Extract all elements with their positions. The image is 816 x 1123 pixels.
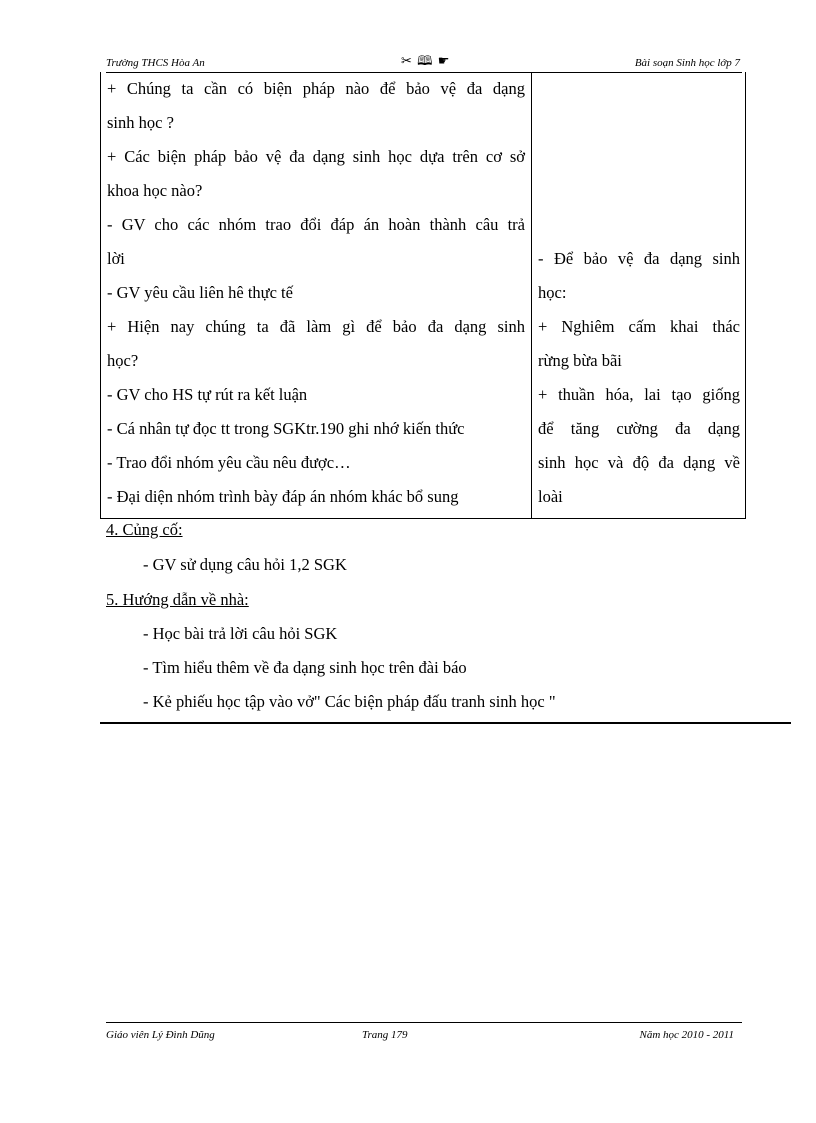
content-column bbox=[538, 242, 740, 514]
table-line: lời bbox=[107, 249, 125, 268]
page-header bbox=[106, 54, 742, 73]
header-ornament-icon: ✂ 🕮 ☛ bbox=[401, 53, 451, 68]
table-line: + Chúng ta cần có biện pháp nào để bảo vệ đa dạng bbox=[107, 79, 525, 98]
table-line: - GV cho các nhóm trao đổi đáp án hoàn thành câu trả bbox=[107, 215, 525, 234]
table-line: + Hiện nay chúng ta đã làm gì để bảo đa dạng sinh bbox=[107, 317, 525, 336]
header-subject: Bài soạn Sinh học lớp 7 bbox=[634, 57, 740, 69]
table-line: học: bbox=[538, 283, 567, 302]
table-line: loài bbox=[538, 487, 563, 506]
table-line: học? bbox=[107, 351, 139, 370]
teacher-activity-column bbox=[107, 72, 525, 514]
section-5-item: - Kẻ phiếu học tập vào vở" Các biện pháp đấu tranh sinh học " bbox=[143, 692, 556, 711]
section-4-heading: 4. Củng cố: bbox=[106, 520, 183, 539]
section-5-item: - Tìm hiểu thêm về đa dạng sinh học trên đài báo bbox=[143, 658, 467, 677]
footer-school-year: Năm học 2010 - 2011 bbox=[639, 1029, 734, 1041]
section-5-item: - Học bài trả lời câu hỏi SGK bbox=[143, 624, 338, 643]
section-4-item: - GV sử dụng câu hỏi 1,2 SGK bbox=[143, 555, 347, 574]
table-line: - Để bảo vệ đa dạng sinh bbox=[538, 249, 740, 268]
table-line: - GV cho HS tự rút ra kết luận bbox=[107, 385, 308, 404]
footer-page-number: Trang 179 bbox=[362, 1029, 408, 1041]
table-line: sinh học ? bbox=[107, 113, 174, 132]
table-line: rừng bừa bãi bbox=[538, 351, 622, 370]
table-line: - GV yêu cầu liên hê thực tế bbox=[107, 283, 293, 302]
table-line: - Cá nhân tự đọc tt trong SGKtr.190 ghi nhớ kiến thức bbox=[107, 419, 465, 438]
table-line: - Đại diện nhóm trình bày đáp án nhóm khác bổ sung bbox=[107, 487, 459, 506]
end-divider bbox=[100, 722, 791, 724]
table-line: để tăng cường đa dạng bbox=[538, 419, 740, 438]
table-line: + Các biện pháp bảo vệ đa dạng sinh học dựa trên cơ sở bbox=[107, 147, 525, 166]
page-footer bbox=[106, 1022, 742, 1041]
section-5-heading: 5. Hướng dẫn về nhà: bbox=[106, 590, 249, 609]
table-column-divider bbox=[531, 72, 532, 518]
table-line: - Trao đổi nhóm yêu cầu nêu được… bbox=[107, 453, 351, 472]
table-line: sinh học và độ đa dạng về bbox=[538, 453, 740, 472]
table-line: khoa học nào? bbox=[107, 181, 203, 200]
lesson-table bbox=[100, 72, 746, 519]
table-line: + thuần hóa, lai tạo giống bbox=[538, 385, 740, 404]
footer-teacher: Giáo viên Lý Đình Dũng bbox=[106, 1029, 215, 1041]
header-school: Trường THCS Hòa An bbox=[106, 57, 205, 69]
table-line: + Nghiêm cấm khai thác bbox=[538, 317, 740, 336]
